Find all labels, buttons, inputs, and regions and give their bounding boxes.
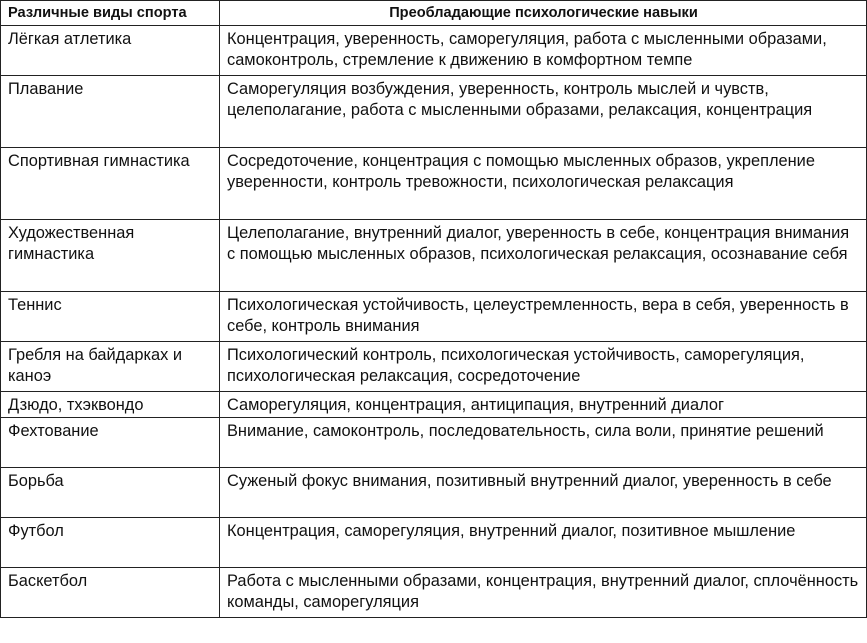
sport-cell: Футбол	[1, 517, 220, 567]
table-row	[1, 75, 867, 147]
skills-cell: Саморегуляция, концентрация, антиципация, внутренний диалог	[220, 391, 867, 417]
table-row	[1, 417, 867, 467]
table-row	[1, 219, 867, 291]
sport-cell: Художественная гимнастика	[1, 219, 220, 291]
skills-cell: Психологическая устойчивость, целеустремленность, вера в себя, уверенность в себе, контроль внимания	[220, 291, 867, 341]
header-row	[1, 1, 867, 26]
skills-cell: Психологический контроль, психологическая устойчивость, саморегуляция, психологическая релаксация, сосредоточение	[220, 341, 867, 391]
table-row	[1, 391, 867, 417]
sport-cell: Борьба	[1, 467, 220, 517]
table-row	[1, 341, 867, 391]
sport-cell: Лёгкая атлетика	[1, 25, 220, 75]
sport-cell: Фехтование	[1, 417, 220, 467]
sport-cell: Баскетбол	[1, 567, 220, 617]
sport-cell: Дзюдо, тхэквондо	[1, 391, 220, 417]
header-sport: Различные виды спорта	[1, 1, 220, 26]
skills-cell: Сосредоточение, концентрация с помощью мысленных образов, укрепление уверенности, контроль тревожности, психологическая релаксация	[220, 147, 867, 219]
skills-cell: Концентрация, уверенность, саморегуляция, работа с мысленными образами, самоконтроль, стремление к движению в комфортном темпе	[220, 25, 867, 75]
table-row	[1, 291, 867, 341]
header-skills: Преобладающие психологические навыки	[220, 1, 867, 26]
sport-cell: Гребля на байдарках и каноэ	[1, 341, 220, 391]
table-row	[1, 467, 867, 517]
sport-cell: Спортивная гимнастика	[1, 147, 220, 219]
table-row	[1, 25, 867, 75]
skills-cell: Саморегуляция возбуждения, уверенность, контроль мыслей и чувств, целеполагание, работа с мысленными образами, релаксация, концентрация	[220, 75, 867, 147]
skills-cell: Концентрация, саморегуляция, внутренний диалог, позитивное мышление	[220, 517, 867, 567]
skills-cell: Работа с мысленными образами, концентрация, внутренний диалог, сплочённость команды, саморегуляция	[220, 567, 867, 617]
sport-cell: Плавание	[1, 75, 220, 147]
skills-cell: Целеполагание, внутренний диалог, уверенность в себе, концентрация внимания с помощью мысленных образов, психологическая релаксация, осознавание себя	[220, 219, 867, 291]
table-row	[1, 517, 867, 567]
sport-cell: Теннис	[1, 291, 220, 341]
skills-cell: Суженый фокус внимания, позитивный внутренний диалог, уверенность в себе	[220, 467, 867, 517]
skills-cell: Внимание, самоконтроль, последовательность, сила воли, принятие решений	[220, 417, 867, 467]
table-row	[1, 567, 867, 617]
table-row	[1, 147, 867, 219]
